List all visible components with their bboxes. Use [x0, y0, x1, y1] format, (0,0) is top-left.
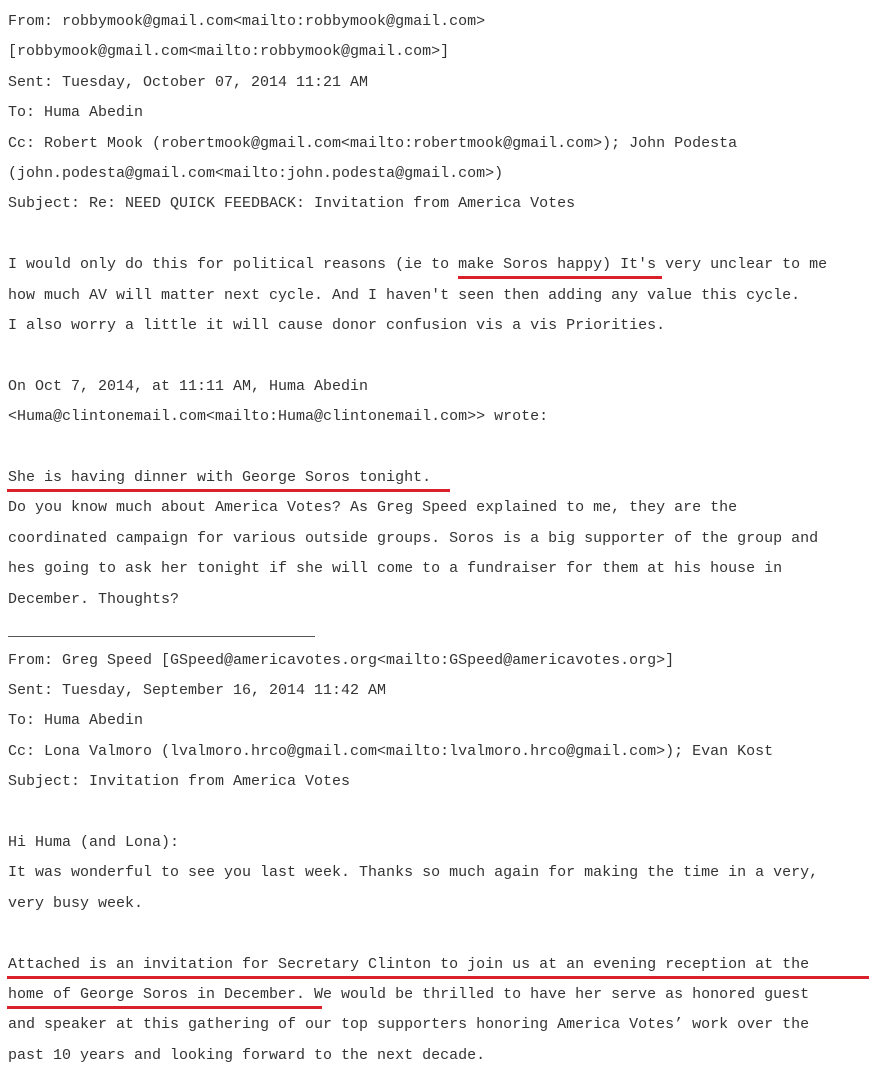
- greg-line: Hi Huma (and Lona):: [8, 834, 180, 851]
- email2-cc: Cc: Lona Valmoro (lvalmoro.hrco@gmail.com<mailto:lvalmoro.hrco@gmail.com>); Evan Kost: [8, 743, 774, 760]
- greg-line: It was wonderful to see you last week. Thanks so much again for making the time in a very,: [8, 864, 819, 881]
- huma-line: coordinated campaign for various outside groups. Soros is a big supporter of the group and: [8, 530, 819, 547]
- separator-rule: [8, 636, 315, 637]
- email2-from-line: From: Greg Speed [GSpeed@americavotes.org<mailto:GSpeed@americavotes.org>]: [8, 652, 675, 669]
- highlight-underline: [7, 489, 450, 492]
- huma-line: She is having dinner with George Soros tonight.: [8, 469, 432, 486]
- reply-line: I also worry a little it will cause donor confusion vis a vis Priorities.: [8, 317, 666, 334]
- email1-subject: Subject: Re: NEED QUICK FEEDBACK: Invitation from America Votes: [8, 195, 576, 212]
- greg-line: and speaker at this gathering of our top supporters honoring America Votes’ work over the: [8, 1016, 810, 1033]
- reply-line: how much AV will matter next cycle. And I haven't seen then adding any value this cycle.: [8, 287, 801, 304]
- email2-subject: Subject: Invitation from America Votes: [8, 773, 351, 790]
- quote-header-line: <Huma@clintonemail.com<mailto:Huma@clintonemail.com>> wrote:: [8, 408, 549, 425]
- greg-line: past 10 years and looking forward to the next decade.: [8, 1047, 486, 1064]
- huma-line: hes going to ask her tonight if she will come to a fundraiser for them at his house in: [8, 560, 783, 577]
- email1-from-line: From: robbymook@gmail.com<mailto:robbymook@gmail.com>: [8, 13, 486, 30]
- huma-line: Do you know much about America Votes? As Greg Speed explained to me, they are the: [8, 499, 738, 516]
- highlight-underline: [458, 276, 662, 279]
- email1-cc: Cc: Robert Mook (robertmook@gmail.com<mailto:robertmook@gmail.com>); John Podesta: [8, 135, 738, 152]
- highlight-underline: [7, 976, 869, 979]
- email1-to: To: Huma Abedin: [8, 104, 144, 121]
- reply-line: I would only do this for political reasons (ie to make Soros happy) It's very unclear to me: [8, 256, 828, 273]
- highlight-underline: [7, 1006, 322, 1009]
- greg-line: very busy week.: [8, 895, 144, 912]
- email1-cc-cont: (john.podesta@gmail.com<mailto:john.podesta@gmail.com>): [8, 165, 504, 182]
- email1-sent: Sent: Tuesday, October 07, 2014 11:21 AM: [8, 74, 369, 91]
- quote-header-line: On Oct 7, 2014, at 11:11 AM, Huma Abedin: [8, 378, 369, 395]
- email2-sent: Sent: Tuesday, September 16, 2014 11:42 AM: [8, 682, 387, 699]
- email2-to: To: Huma Abedin: [8, 712, 144, 729]
- greg-line: Attached is an invitation for Secretary Clinton to join us at an evening reception at the: [8, 956, 810, 973]
- email1-from-line-cont: [robbymook@gmail.com<mailto:robbymook@gmail.com>]: [8, 43, 450, 60]
- greg-line: home of George Soros in December. We would be thrilled to have her serve as honored guest: [8, 986, 810, 1003]
- huma-line: December. Thoughts?: [8, 591, 180, 608]
